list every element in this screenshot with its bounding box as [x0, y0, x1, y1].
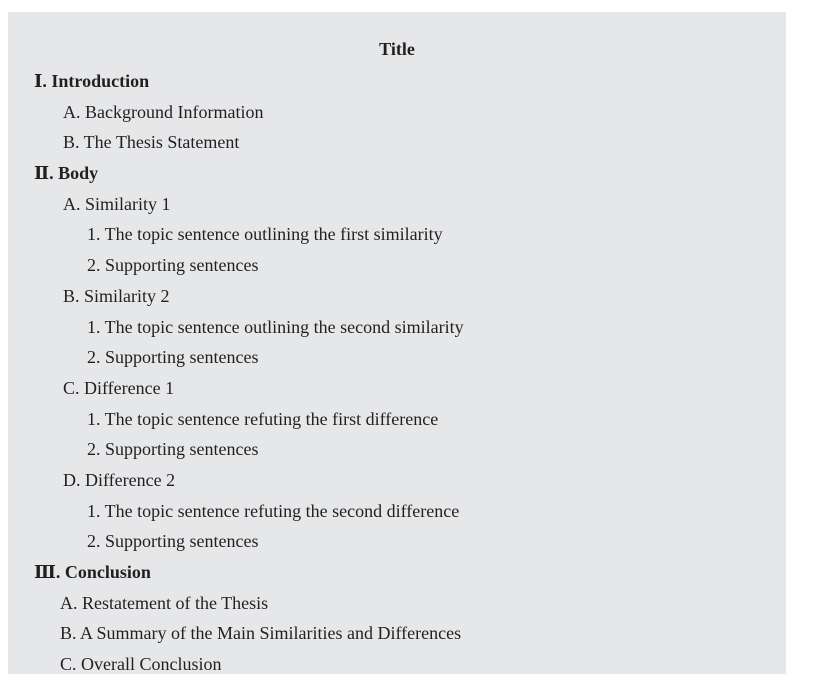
outline-subpoint: A. Similarity 1	[63, 193, 171, 214]
outline-section-heading: Ⅰ. Introduction	[34, 71, 150, 91]
essay-outline	[8, 70, 786, 684]
outline-detail: 2. Supporting sentences	[87, 531, 259, 552]
outline-detail: 2. Supporting sentences	[87, 255, 259, 276]
outline-subpoint: A. Restatement of the Thesis	[60, 592, 269, 613]
outline-detail: 1. The topic sentence outlining the first similarity	[87, 224, 443, 245]
outline-subpoint: D. Difference 2	[63, 469, 176, 490]
outline-panel	[8, 12, 786, 674]
document-title: Title	[379, 39, 415, 59]
outline-subpoint: C. Overall Conclusion	[60, 654, 222, 675]
outline-subpoint: B. Similarity 2	[63, 285, 170, 306]
outline-section-heading: Ⅲ. Conclusion	[34, 562, 151, 582]
outline-subpoint: A. Background Information	[63, 101, 264, 122]
outline-section-heading: Ⅱ. Body	[34, 163, 99, 184]
outline-subpoint: B. The Thesis Statement	[63, 132, 240, 153]
outline-subpoint: C. Difference 1	[63, 377, 175, 398]
outline-detail: 1. The topic sentence outlining the second similarity	[87, 316, 464, 337]
outline-detail: 2. Supporting sentences	[87, 439, 259, 460]
outline-detail: 2. Supporting sentences	[87, 347, 259, 368]
outline-detail: 1. The topic sentence refuting the second difference	[87, 500, 460, 521]
outline-detail: 1. The topic sentence refuting the first difference	[87, 408, 439, 429]
outline-subpoint: B. A Summary of the Main Similarities and Differences	[60, 623, 462, 644]
